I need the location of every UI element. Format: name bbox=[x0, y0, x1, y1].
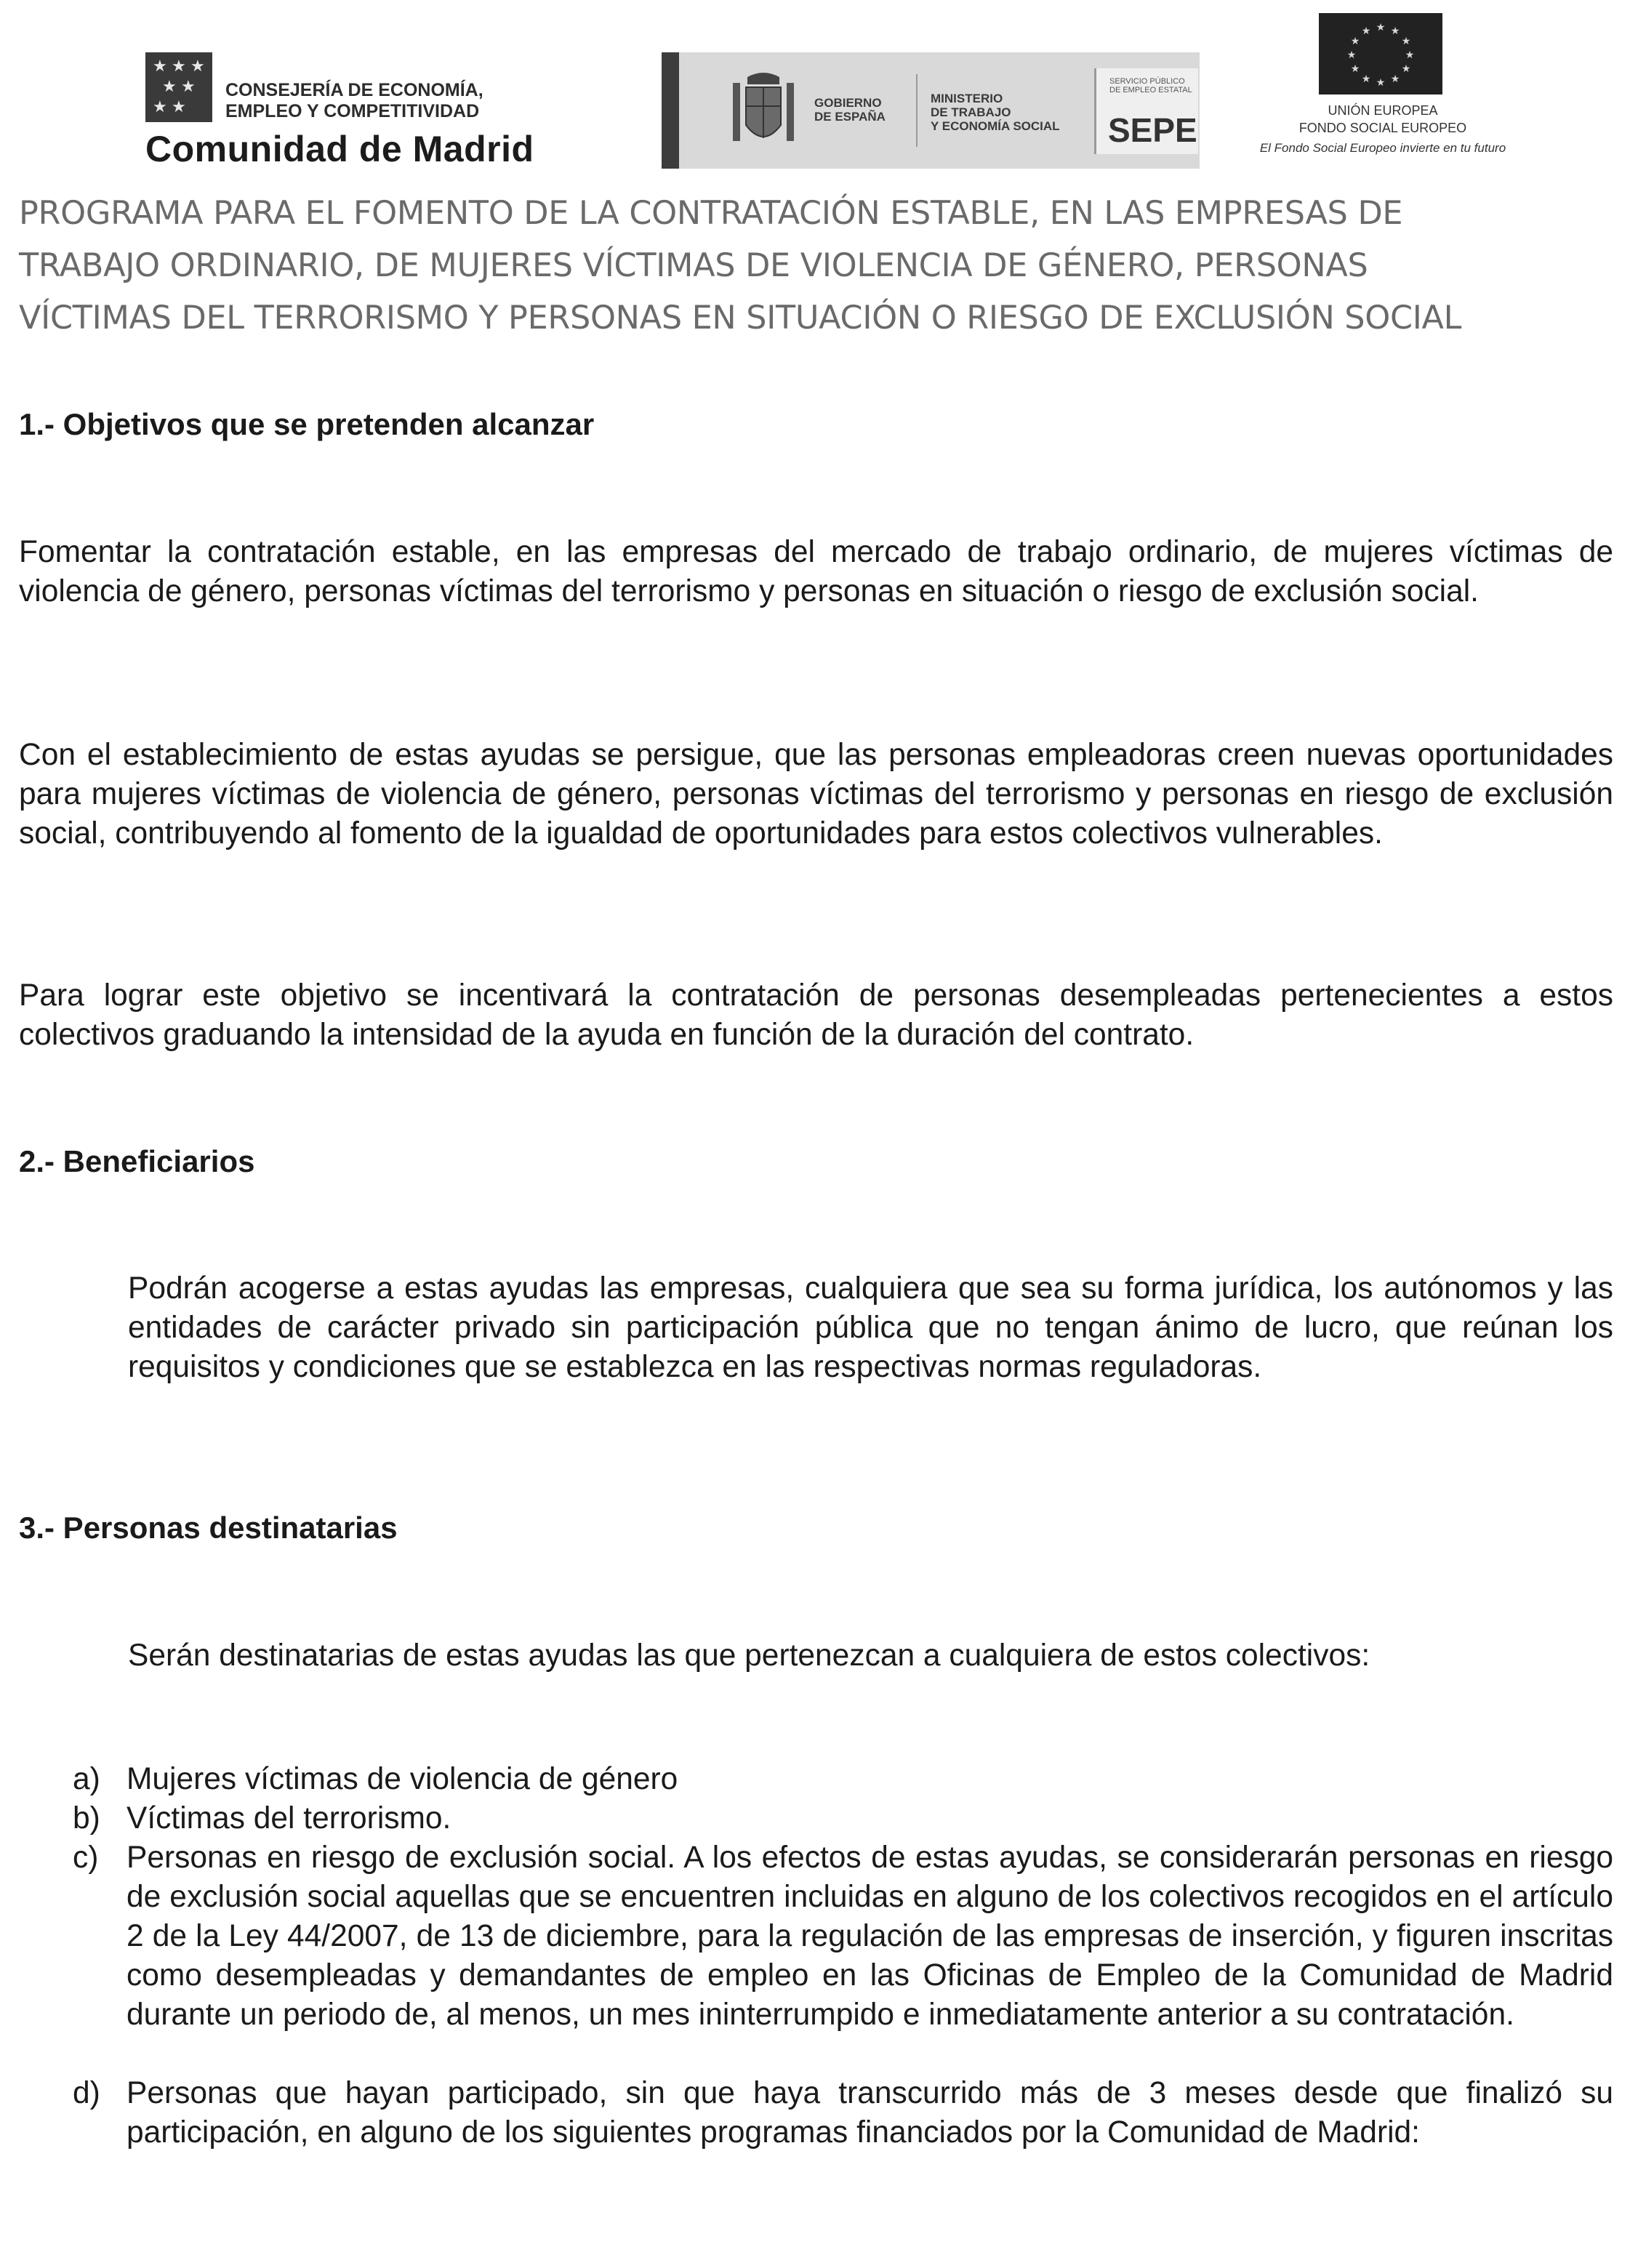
list-text: Víctimas del terrorismo. bbox=[127, 1801, 451, 1835]
section-1-paragraph-1: Fomentar la contratación estable, en las empresas del mercado de trabajo ordinario, de mujeres víctimas de violencia de género, personas víctimas del terrorismo y personas en situación o riesgo de exclusión social. bbox=[19, 535, 1613, 608]
section-1-heading: 1.- Objetivos que se pretenden alcanzar bbox=[19, 407, 595, 441]
title-line-2: TRABAJO ORDINARIO, DE MUJERES VÍCTIMAS DE VIOLENCIA DE GÉNERO, PERSONAS bbox=[19, 247, 1368, 284]
eu-line2: FONDO SOCIAL EUROPEO bbox=[1298, 121, 1467, 135]
section-2-paragraph-1: Podrán acogerse a estas ayudas las empresas, cualquiera que sea su forma jurídica, los autónomos y las entidades de carácter privado sin participación pública que no tengan ánimo de lucro, que reúnan los requisitos y condiciones que se establezca en las respectivas normas reguladoras. bbox=[128, 1271, 1613, 1384]
svg-text:★: ★ bbox=[1376, 22, 1386, 33]
sepe-subtitle-line2: DE EMPLEO ESTATAL bbox=[1109, 86, 1192, 94]
svg-text:★: ★ bbox=[1401, 36, 1411, 47]
document-title bbox=[19, 188, 1633, 345]
svg-text:★: ★ bbox=[1401, 63, 1411, 75]
list-text: Personas que hayan participado, sin que haya transcurrido más de 3 meses desde que finalizó su participación, en alguno de los siguientes programas financiados por la Comunidad de Madrid: bbox=[127, 2076, 1613, 2150]
svg-text:★: ★ bbox=[1350, 63, 1360, 75]
section-1-paragraph-3: Para lograr este objetivo se incentivará la contratación de personas desempleadas pertenecientes a estos colectivos graduando la intensidad de la ayuda en función de la duración del contrato. bbox=[19, 978, 1613, 1052]
madrid-stars-icon: ★ ★ ★ ★ ★ ★ ★ bbox=[145, 52, 212, 122]
list-item bbox=[73, 1799, 1613, 1838]
svg-text:★: ★ bbox=[1405, 49, 1415, 61]
svg-text:★: ★ bbox=[1390, 73, 1400, 85]
consejeria-line1: CONSEJERÍA DE ECONOMÍA, bbox=[225, 80, 483, 100]
ministerio-text bbox=[931, 92, 1060, 133]
section-1-paragraph-2: Con el establecimiento de estas ayudas se persigue, que las personas empleadoras creen nuevas oportunidades para mujeres víctimas de violencia de género, personas víctimas del terrorismo y personas en riesgo de exclusión social, contribuyendo al fomento de la igualdad de oportunidades para estos colectivos vulnerables. bbox=[19, 738, 1613, 850]
gobierno-line2: DE ESPAÑA bbox=[814, 110, 886, 124]
list-item bbox=[73, 1760, 1613, 1799]
title-line-1: PROGRAMA PARA EL FOMENTO DE LA CONTRATACIÓN ESTABLE, EN LAS EMPRESAS DE bbox=[19, 195, 1403, 232]
sepe-logo bbox=[1094, 68, 1198, 154]
section-2-heading: 2.- Beneficiarios bbox=[19, 1144, 255, 1178]
gobierno-line1: GOBIERNO bbox=[814, 96, 882, 110]
ministerio-line3: Y ECONOMÍA SOCIAL bbox=[931, 119, 1060, 133]
divider bbox=[916, 74, 918, 147]
eu-tagline: El Fondo Social Europeo invierte en tu futuro bbox=[1259, 141, 1506, 155]
svg-text:★: ★ bbox=[1350, 36, 1360, 47]
section-3-heading: 3.- Personas destinatarias bbox=[19, 1511, 398, 1545]
spain-flag-stripe bbox=[662, 52, 679, 169]
svg-text:★: ★ bbox=[1361, 25, 1371, 37]
gobierno-espana-logo bbox=[662, 52, 1200, 169]
comunidad-name: Comunidad de Madrid bbox=[145, 129, 534, 169]
coat-of-arms-icon bbox=[727, 68, 800, 156]
sepe-name: SEPE bbox=[1108, 111, 1197, 149]
title-line-3: VÍCTIMAS DEL TERRORISMO Y PERSONAS EN SITUACIÓN O RIESGO DE EXCLUSIÓN SOCIAL bbox=[19, 299, 1462, 337]
ministerio-line1: MINISTERIO bbox=[931, 92, 1003, 105]
svg-text:★: ★ bbox=[1390, 25, 1400, 37]
gobierno-text bbox=[814, 96, 886, 124]
section-3-intro: Serán destinatarias de estas ayudas las que pertenezcan a cualquiera de estos colectivos: bbox=[128, 1638, 1370, 1673]
list-item bbox=[73, 1838, 1613, 2074]
list-item bbox=[73, 2074, 1613, 2152]
list-text: Personas en riesgo de exclusión social. A los efectos de estas ayudas, se considerarán personas en riesgo de exclusión social aquellas que se encuentren incluidas en alguno de los colectivos recogidos en el artículo 2 de la Ley 44/2007, de 13 de diciembre, para la regulación de las empresas de inserción, y figuren inscritas como desempleadas y demandantes de empleo en las Oficinas de Empleo de la Comunidad de Madrid durante un periodo de, al menos, un mes ininterrumpido e inmediatamente anterior a su contratación. bbox=[127, 1841, 1613, 2032]
consejeria-line2: EMPLEO Y COMPETITIVIDAD bbox=[225, 101, 480, 121]
list-marker: a) bbox=[73, 1762, 100, 1796]
eu-flag-icon bbox=[1319, 13, 1442, 94]
list-marker: b) bbox=[73, 1801, 100, 1835]
list-text: Mujeres víctimas de violencia de género bbox=[127, 1762, 678, 1796]
svg-text:★: ★ bbox=[1361, 73, 1371, 85]
ministerio-line2: DE TRABAJO bbox=[931, 105, 1011, 119]
list-marker: d) bbox=[73, 2076, 100, 2110]
union-europea-logo bbox=[1245, 13, 1521, 166]
sepe-subtitle-line1: SERVICIO PÚBLICO bbox=[1109, 77, 1185, 86]
sepe-subtitle bbox=[1109, 77, 1192, 94]
comunidad-madrid-logo bbox=[145, 52, 603, 169]
svg-text:★: ★ bbox=[1346, 49, 1357, 61]
list-marker: c) bbox=[73, 1841, 99, 1875]
eu-line1: UNIÓN EUROPEA bbox=[1328, 103, 1438, 118]
svg-text:★: ★ bbox=[1376, 77, 1386, 89]
